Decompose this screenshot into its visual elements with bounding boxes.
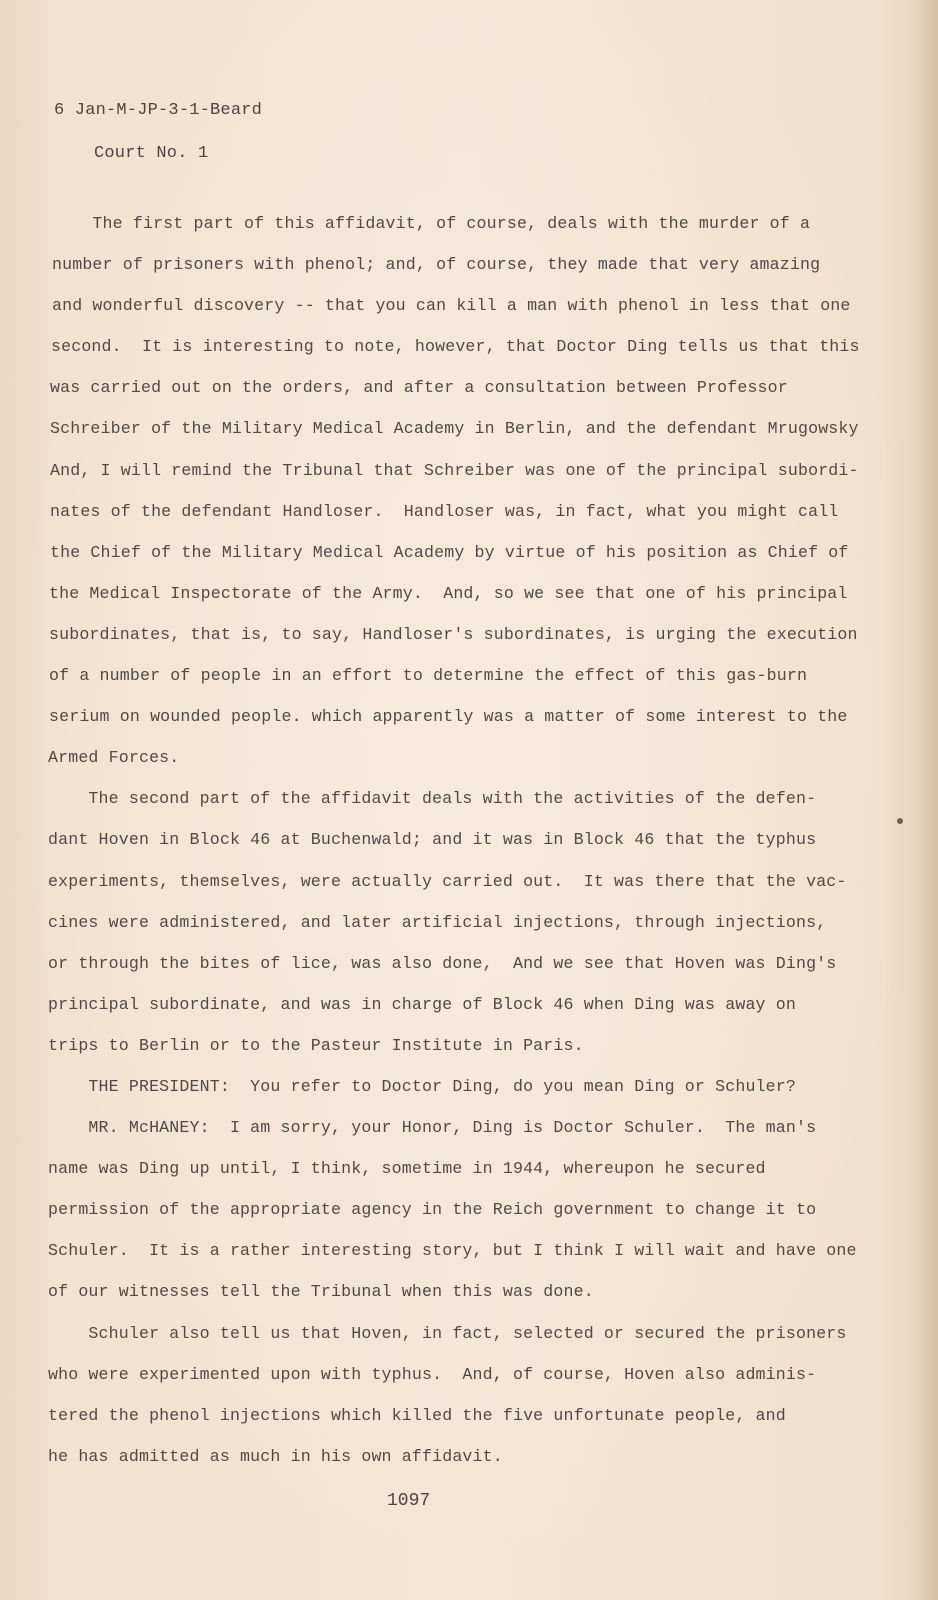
text-line: nates of the defendant Handloser. Handloser was, in fact, what you might call bbox=[50, 501, 839, 521]
text-line: The first part of this affidavit, of course, deals with the murder of a bbox=[52, 214, 811, 233]
text-line: Schreiber of the Military Medical Academy in Berlin, and the defendant Mrugowsky bbox=[50, 419, 859, 439]
text-line: who were experimented upon with typhus. And, of course, Hoven also adminis- bbox=[48, 1364, 817, 1384]
text-line: tered the phenol injections which killed the five unfortunate people, and bbox=[48, 1405, 786, 1425]
text-line: And, I will remind the Tribunal that Schreiber was one of the principal subordi- bbox=[50, 460, 859, 480]
text-line: Schuler. It is a rather interesting story, but I think I will wait and have one bbox=[48, 1241, 857, 1261]
page-number: 1097 bbox=[387, 1491, 431, 1511]
text-line: cines were administered, and later artificial injections, through injections, bbox=[48, 912, 827, 932]
court-number: Court No. 1 bbox=[94, 144, 209, 163]
text-line: second. It is interesting to note, however, that Doctor Ding tells us that this bbox=[51, 337, 860, 357]
text-line: MR. McHANEY: I am sorry, your Honor, Ding is Doctor Schuler. The man's bbox=[48, 1118, 817, 1138]
text-line: Armed Forces. bbox=[48, 748, 180, 768]
text-line: he has admitted as much in his own affidavit. bbox=[48, 1446, 503, 1466]
text-line: of our witnesses tell the Tribunal when this was done. bbox=[48, 1282, 594, 1302]
document-id: 6 Jan-M-JP-3-1-Beard bbox=[54, 101, 263, 120]
paper-speck bbox=[897, 818, 903, 824]
transcript-body bbox=[48, 203, 868, 1477]
text-line: The second part of the affidavit deals with the activities of the defen- bbox=[48, 789, 817, 809]
text-line: of a number of people in an effort to determine the effect of this gas-burn bbox=[49, 666, 808, 686]
text-line: serium on wounded people. which apparently was a matter of some interest to the bbox=[49, 707, 848, 727]
text-line: Schuler also tell us that Hoven, in fact, selected or secured the prisoners bbox=[48, 1323, 847, 1343]
text-line: permission of the appropriate agency in the Reich government to change it to bbox=[48, 1200, 817, 1220]
text-line: was carried out on the orders, and after a consultation between Professor bbox=[50, 378, 788, 398]
text-line: number of prisoners with phenol; and, of course, they made that very amazing bbox=[52, 255, 821, 275]
text-line: trips to Berlin or to the Pasteur Institute in Paris. bbox=[48, 1035, 584, 1055]
text-line: principal subordinate, and was in charge of Block 46 when Ding was away on bbox=[48, 994, 796, 1014]
text-line: THE PRESIDENT: You refer to Doctor Ding, do you mean Ding or Schuler? bbox=[48, 1076, 796, 1096]
text-line: the Chief of the Military Medical Academy by virtue of his position as Chief of bbox=[50, 542, 849, 562]
text-line: or through the bites of lice, was also done, And we see that Hoven was Ding's bbox=[48, 953, 837, 973]
text-line: subordinates, that is, to say, Handloser's subordinates, is urging the execution bbox=[49, 624, 858, 644]
text-line: dant Hoven in Block 46 at Buchenwald; and it was in Block 46 that the typhus bbox=[48, 830, 817, 850]
text-line: the Medical Inspectorate of the Army. And, so we see that one of his principal bbox=[49, 583, 848, 603]
text-line: name was Ding up until, I think, sometime in 1944, whereupon he secured bbox=[48, 1159, 766, 1179]
text-line: experiments, themselves, were actually carried out. It was there that the vac- bbox=[48, 871, 847, 891]
text-line: and wonderful discovery -- that you can kill a man with phenol in less that one bbox=[52, 296, 851, 316]
